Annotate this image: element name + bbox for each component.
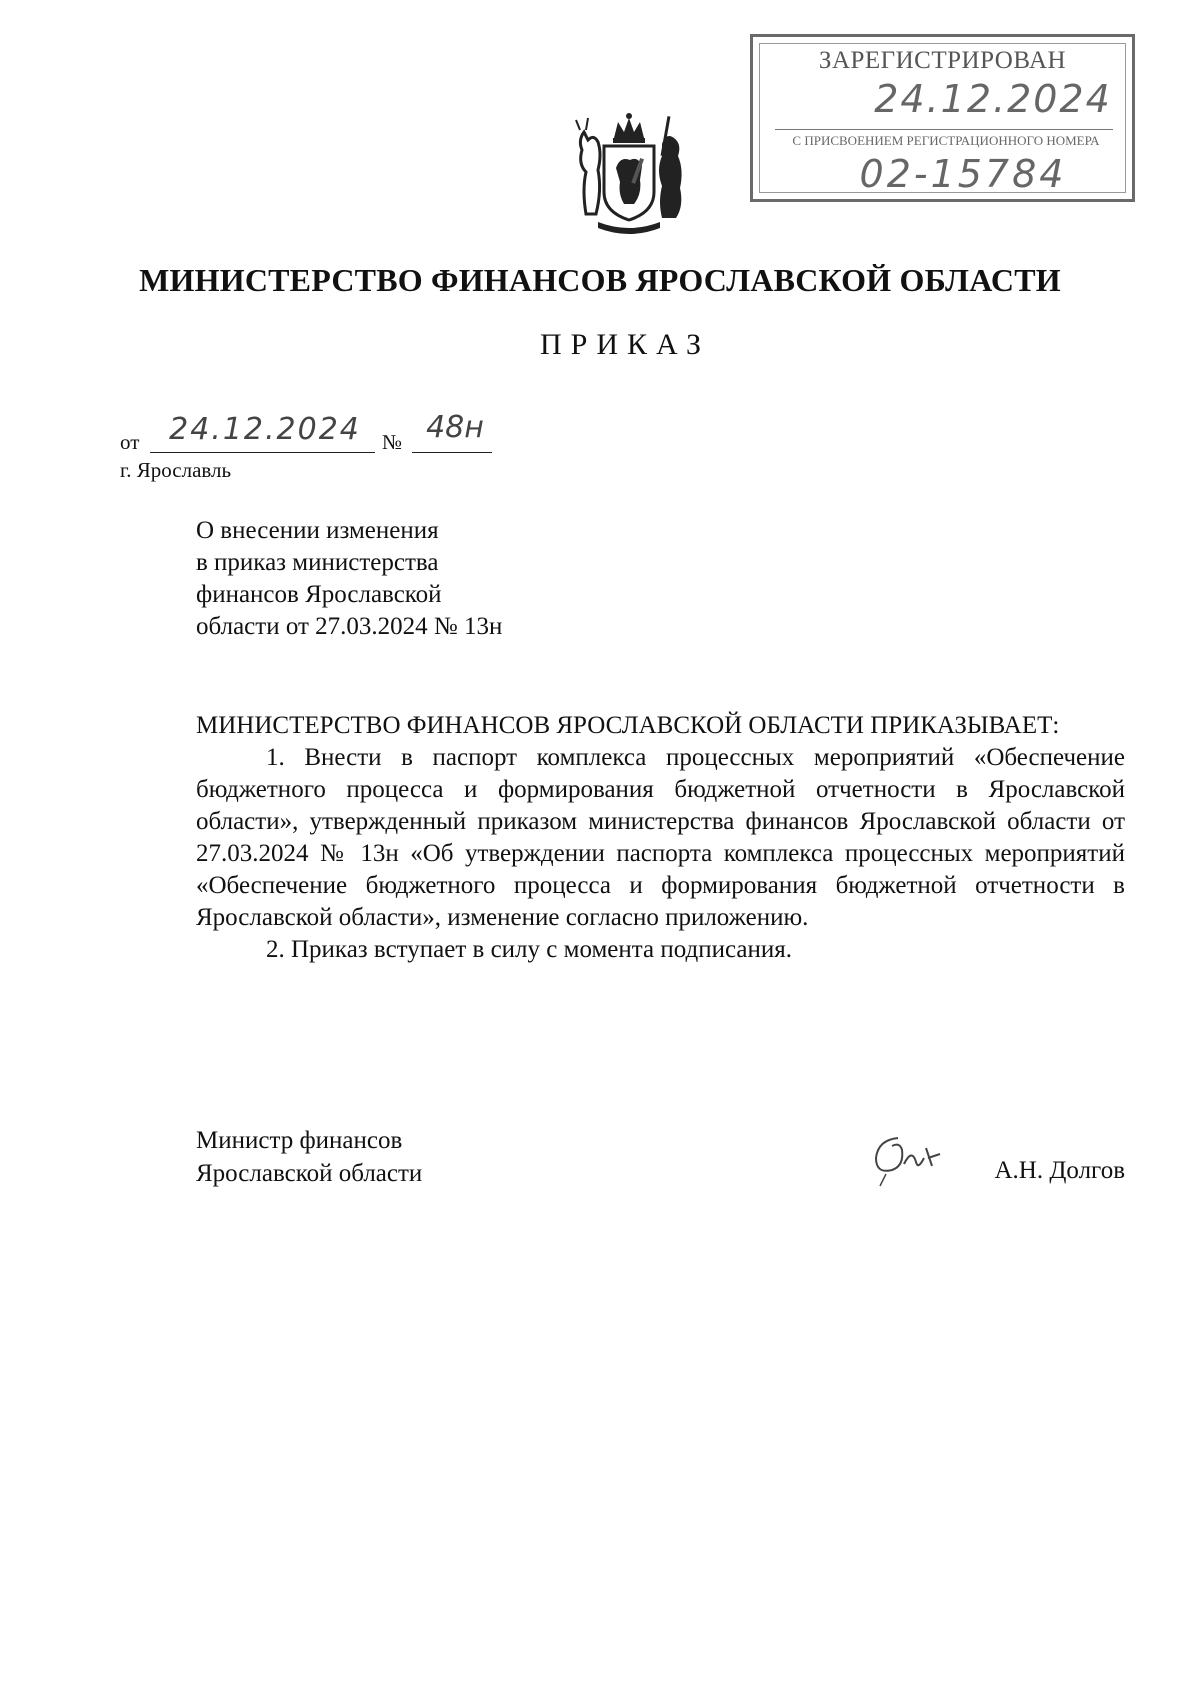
subject-line: в приказ министерства — [196, 549, 439, 576]
date-from-label: от — [120, 430, 140, 454]
stamp-registration-number: 02-15784 — [859, 152, 1067, 196]
signer-position-line: Министр финансов — [196, 1127, 403, 1154]
registration-stamp — [750, 34, 1135, 202]
stamp-divider — [775, 129, 1113, 130]
stamp-title: ЗАРЕГИСТРИРОВАН — [818, 47, 1067, 74]
order-preamble: МИНИСТЕРСТВО ФИНАНСОВ ЯРОСЛАВСКОЙ ОБЛАСТИ ПРИКАЗЫВАЕТ: — [196, 712, 1060, 739]
subject-line: финансов Ярославской — [196, 581, 442, 608]
order-item: 2. Приказ вступает в силу с момента подписания. — [266, 936, 792, 963]
city: г. Ярославль — [120, 458, 232, 482]
date-underline — [150, 452, 375, 453]
ministry-title: МИНИСТЕРСТВО ФИНАНСОВ ЯРОСЛАВСКОЙ ОБЛАСТИ — [139, 262, 1061, 298]
signer-name: А.Н. Долгов — [994, 1157, 1125, 1184]
order-subject — [196, 515, 616, 643]
document-type: ПРИКАЗ — [540, 328, 710, 361]
subject-line: области от 27.03.2024 № 13н — [196, 613, 503, 640]
stamp-caption: С ПРИСВОЕНИЕМ РЕГИСТРАЦИОННОГО НОМЕРА — [792, 133, 1100, 148]
stamp-date: 24.12.2024 — [874, 77, 1112, 121]
order-body — [196, 710, 1125, 966]
number-label: № — [382, 430, 403, 454]
signer-position-line: Ярославской области — [196, 1160, 423, 1187]
signer-position — [196, 1124, 596, 1190]
order-item: 1. Внести в паспорт комплекса процессных мероприятий «Обеспечение бюджетного процесса и формирования бюджетной отчетности в Ярославской области», утвержденный приказом министерства финансов Ярославской области от 27.03.2024 № 13н «Об утверждении паспорта комплекса процессных мероприятий «Обеспечение бюджетного процесса и формирования бюджетной отчетности в Ярославской области», изменение согласно приложению. — [196, 744, 1125, 931]
number-underline — [412, 452, 492, 453]
order-date-handwritten: 24.12.2024 — [169, 412, 361, 447]
subject-line: О внесении изменения — [196, 517, 439, 544]
order-number-handwritten: 48н — [426, 410, 484, 445]
coat-of-arms-icon — [564, 110, 694, 240]
